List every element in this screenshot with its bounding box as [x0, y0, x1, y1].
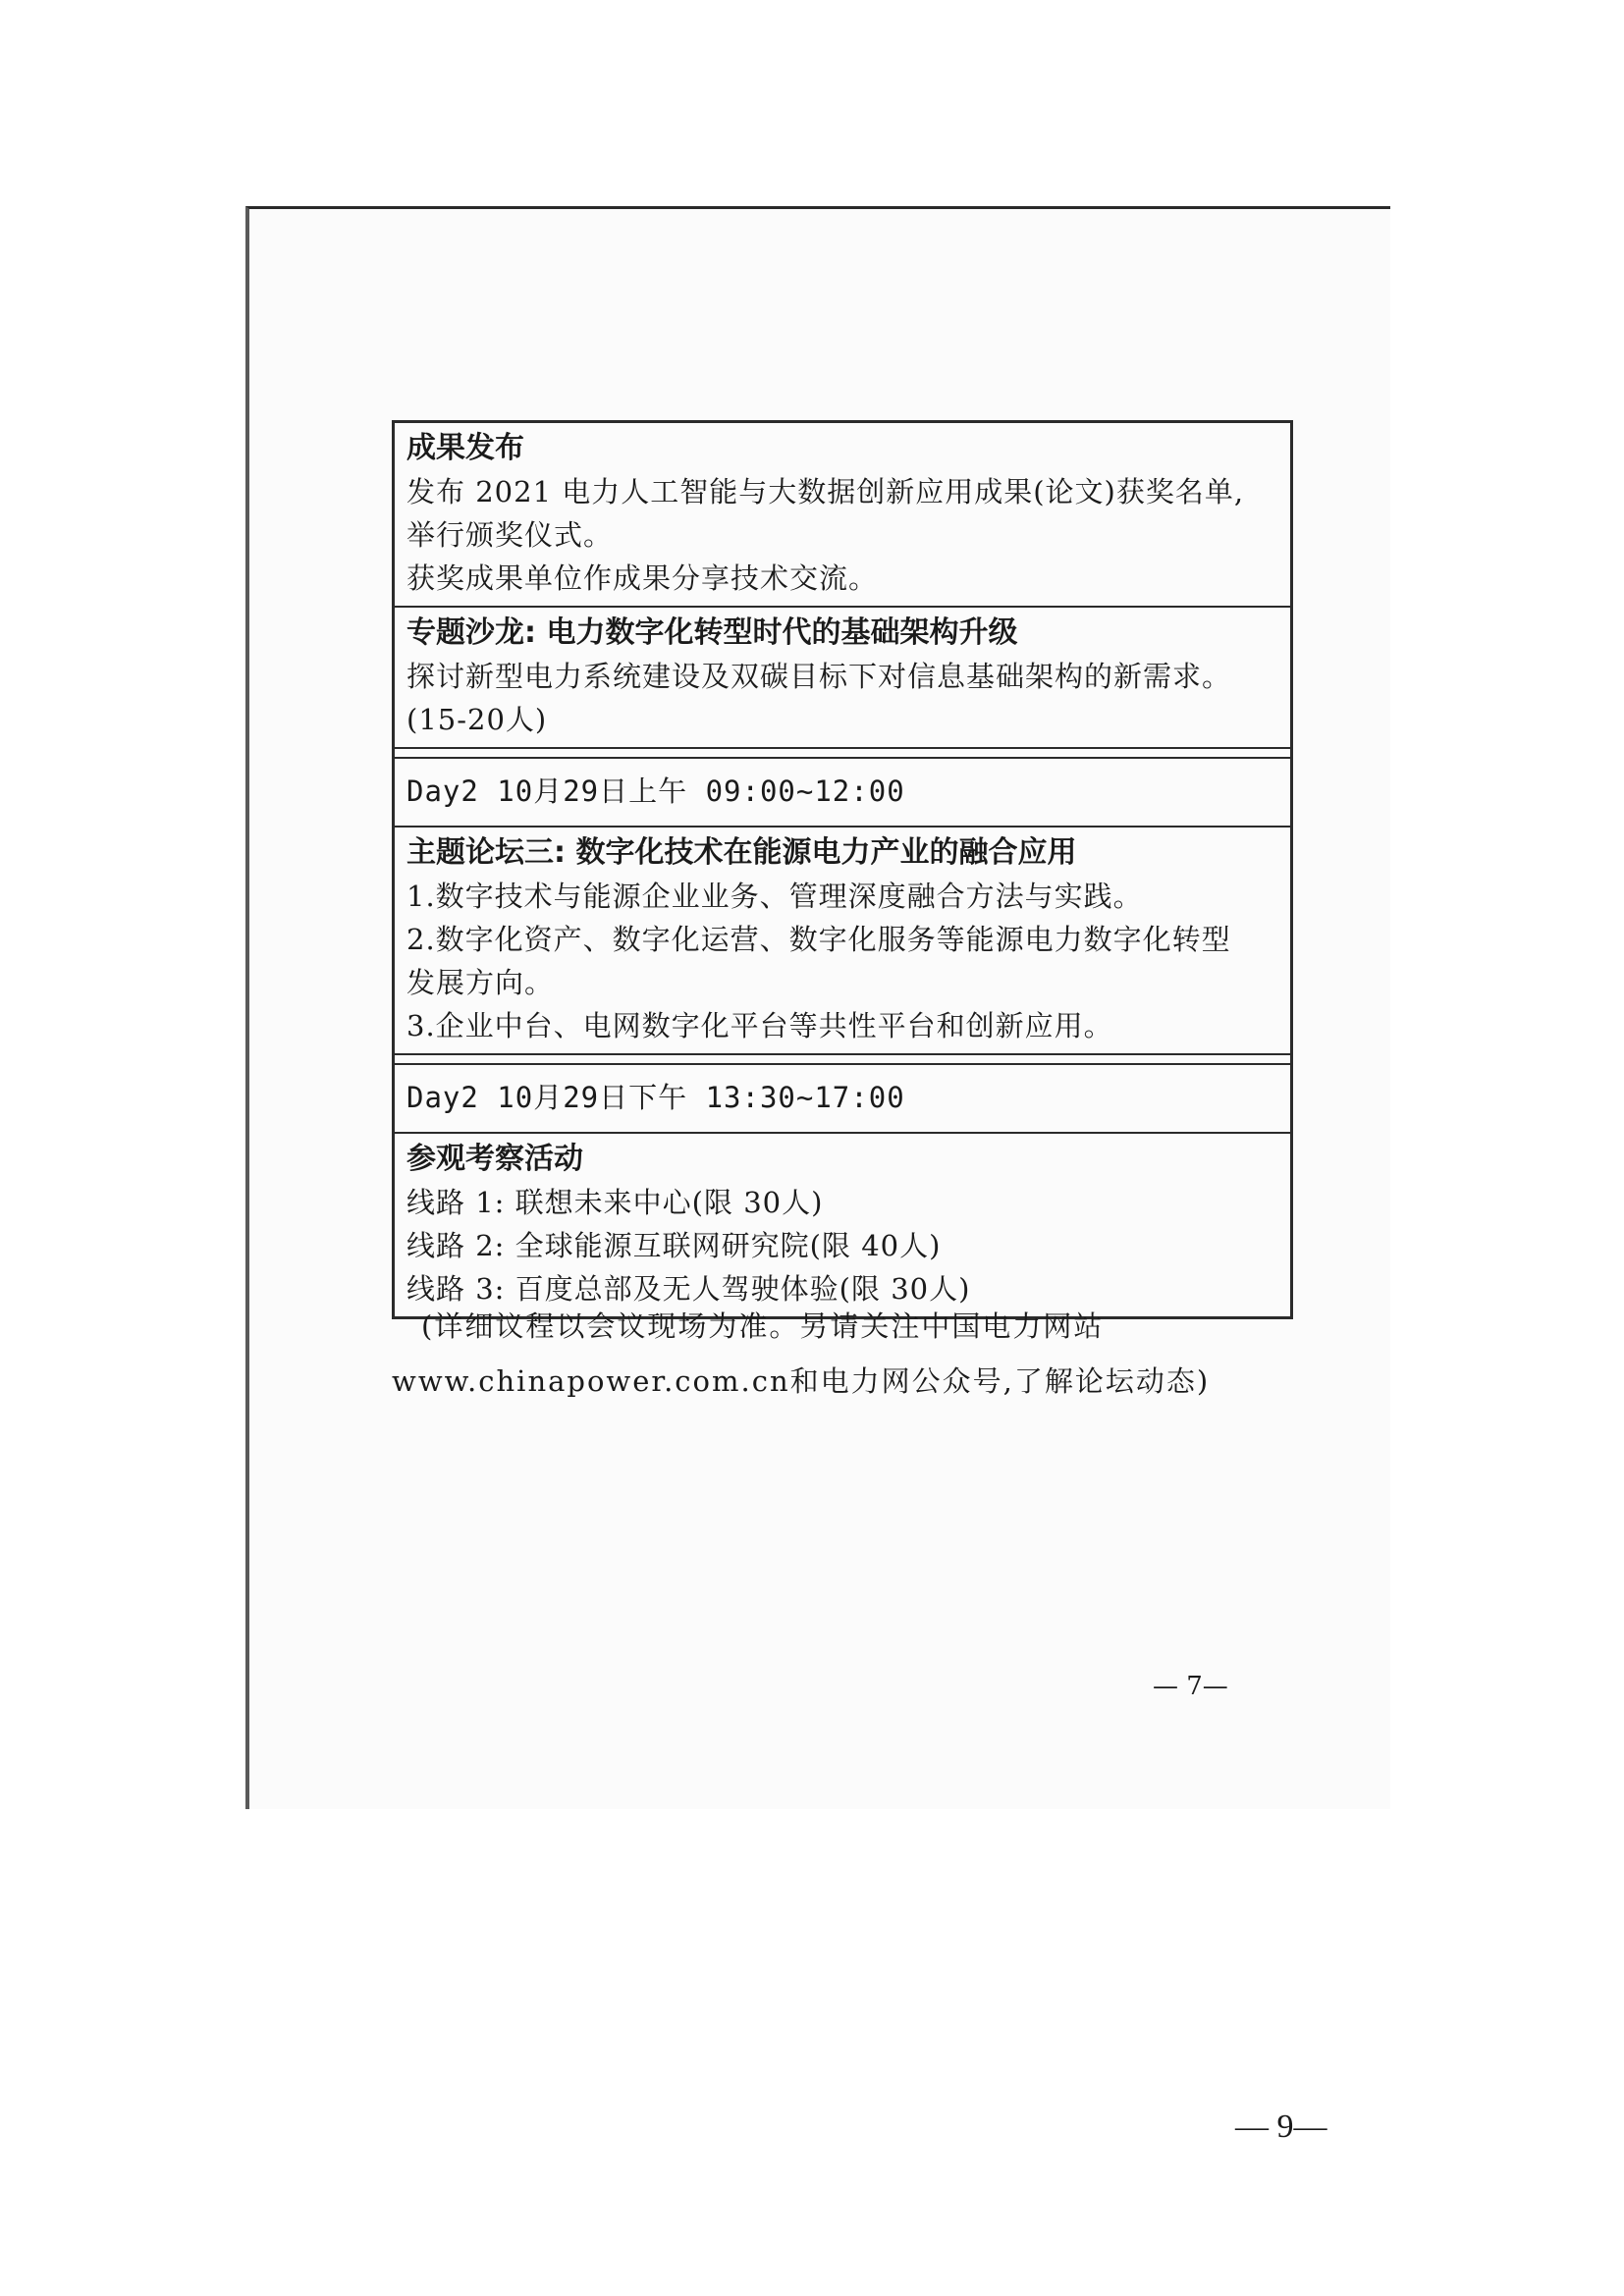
agenda-section-site-visit — [395, 1134, 1290, 1316]
section-heading: 专题沙龙: 电力数字化转型时代的基础架构升级 — [406, 615, 1018, 650]
scanned-page — [245, 206, 1390, 1809]
section-line: (15-20人) — [406, 703, 548, 736]
time-slot: Day2 10月29日下午 13:30~17:00 — [406, 1081, 905, 1114]
time-slot: Day2 10月29日上午 09:00~12:00 — [406, 774, 905, 808]
agenda-footnote — [392, 1299, 1287, 1409]
section-heading: 成果发布 — [406, 431, 524, 465]
agenda-section-salon — [395, 608, 1290, 749]
table-gap-row — [395, 749, 1290, 759]
section-line: 获奖成果单位作成果分享技术交流。 — [406, 561, 879, 595]
section-line: 举行颁奖仪式。 — [406, 518, 614, 552]
section-heading: 参观考察活动 — [406, 1142, 583, 1176]
agenda-table — [392, 420, 1293, 1319]
agenda-section-forum-three — [395, 828, 1290, 1055]
section-line: 探讨新型电力系统建设及双碳目标下对信息基础架构的新需求。 — [406, 660, 1232, 693]
section-line: 1.数字技术与能源企业业务、管理深度融合方法与实践。 — [406, 880, 1143, 913]
inner-page-number: — 7— — [1153, 1672, 1228, 1701]
agenda-time-row-morning — [395, 759, 1290, 828]
agenda-section-results-release — [395, 423, 1290, 608]
section-line: 3.企业中台、电网数字化平台等共性平台和创新应用。 — [406, 1009, 1113, 1042]
section-heading: 主题论坛三: 数字化技术在能源电力产业的融合应用 — [406, 835, 1077, 870]
agenda-time-row-afternoon — [395, 1065, 1290, 1134]
footnote-line-2: www.chinapower.com.cn和电力网公众号,了解论坛动态) — [392, 1364, 1211, 1398]
page-number: — 9— — [1235, 2109, 1327, 2145]
route-line: 线路 1: 联想未来中心(限 30人) — [406, 1186, 824, 1219]
route-line: 线路 2: 全球能源互联网研究院(限 40人) — [406, 1229, 942, 1262]
table-gap-row — [395, 1055, 1290, 1065]
section-line: 发展方向。 — [406, 966, 555, 999]
footnote-line-1: (详细议程以会议现场为准。另请关注中国电力网站 — [421, 1309, 1105, 1343]
section-line: 2.数字化资产、数字化运营、数字化服务等能源电力数字化转型 — [406, 923, 1231, 956]
route-line: 线路 3: 百度总部及无人驾驶体验(限 30人) — [406, 1272, 971, 1306]
section-line: 发布 2021 电力人工智能与大数据创新应用成果(论文)获奖名单, — [406, 475, 1245, 508]
